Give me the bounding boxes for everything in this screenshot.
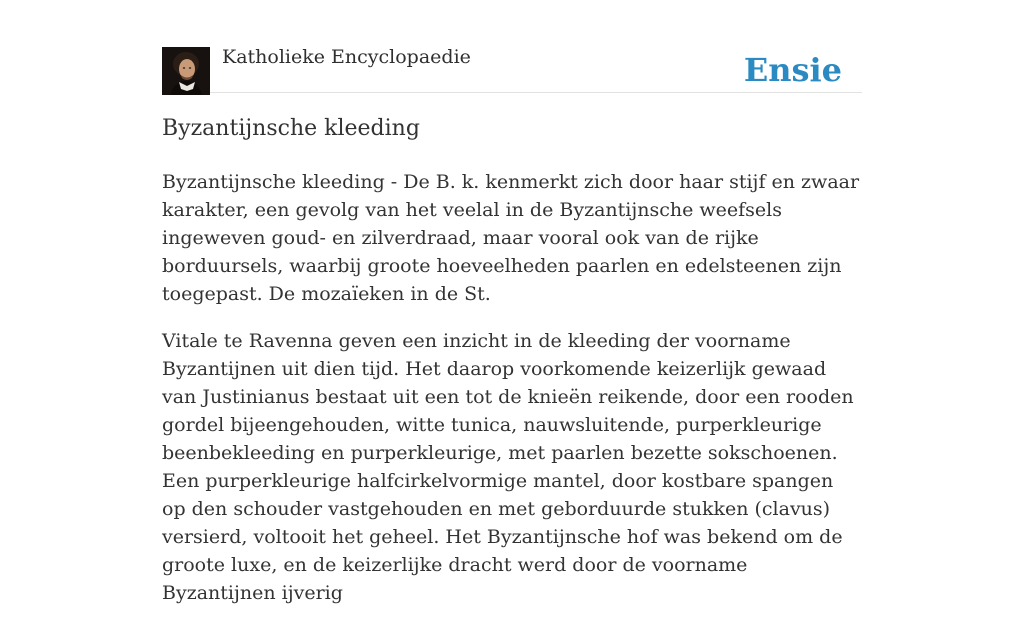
article-paragraph: Vitale te Ravenna geven een inzicht in de kleeding der voorname Byzantijnen uit dien tijd. Het daarop voorkomende keizerlijk gewaad van Justinianus bestaat uit een tot de knieën reikende, door een rooden gordel bijeengehouden, witte tunica, nauwsluitende, purperkleurige beenbekleeding en purperkleurige, met paarlen bezette sokschoenen. Een purperkleurige halfcirkelvormige mantel, door kostbare spangen op den schouder vastgehouden en met geborduurde stukken (clavus) versierd, voltooit het geheel. Het Byzantijnsche hof was bekend om de groote luxe, en de keizerlijke dracht werd door de voorname Byzantijnen ijverig (162, 330, 854, 604)
article-paragraph: Byzantijnsche kleeding - De B. k. kenmerkt zich door haar stijf en zwaar karakter, een gevolg van het veelal in de Byzantijnsche weefsels ingeweven goud- en zilverdraad, maar vooral ook van de rijke borduursels, waarbij groote hoeveelheden paarlen en edelsteenen zijn toegepast. De mozaïeken in de St. (162, 171, 860, 305)
ensie-logo[interactable]: Ensie (743, 51, 842, 89)
site-name[interactable]: Katholieke Encyclopaedie (222, 46, 471, 68)
page-title: Byzantijnsche kleeding (162, 116, 420, 141)
encyclopedia-avatar[interactable] (162, 47, 210, 95)
article-body (162, 168, 862, 626)
page-container (162, 0, 862, 604)
site-header (162, 0, 862, 93)
portrait-icon (162, 47, 210, 95)
